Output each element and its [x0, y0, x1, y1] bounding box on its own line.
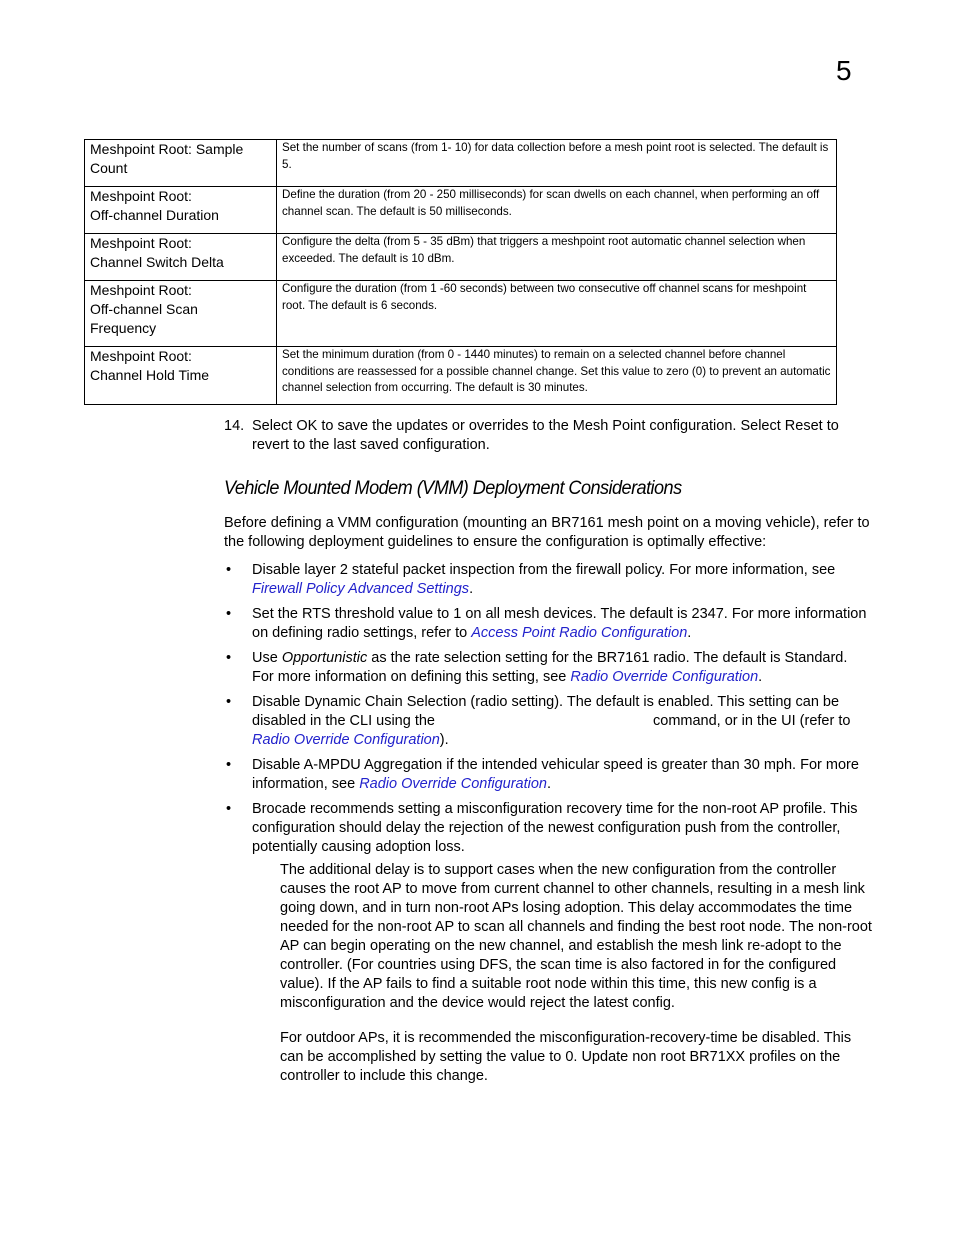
name-line: Meshpoint Root: Sample	[90, 141, 244, 157]
name-line: Frequency	[90, 320, 157, 336]
list-item	[224, 756, 872, 794]
chapter-number: 5	[836, 55, 852, 86]
name-line: Off-channel Duration	[90, 207, 219, 223]
bullet-glyph: •	[226, 757, 232, 773]
table-row	[85, 347, 837, 405]
bullet-text: .	[758, 669, 763, 685]
parameter-table	[84, 139, 837, 405]
name-line: Off-channel Scan	[90, 301, 198, 317]
radio-override-link[interactable]: Radio Override Configuration	[570, 669, 759, 685]
name-line: Meshpoint Root:	[90, 282, 192, 298]
parameter-name	[85, 347, 277, 405]
parameter-name	[85, 187, 277, 234]
emphasis-text: Opportunistic	[281, 650, 368, 666]
firewall-policy-link[interactable]: Firewall Policy Advanced Settings	[252, 581, 470, 597]
list-item	[224, 561, 872, 599]
bullet-text: .	[469, 581, 474, 597]
bullet-text: .	[547, 776, 552, 792]
intro-paragraph: Before defining a VMM configuration (mounting an BR7161 mesh point on a moving vehicle), refer to the following deployment guidelines to ensure the configuration is optimally effective:	[224, 515, 870, 550]
ok-label: OK	[296, 418, 318, 434]
step-14	[224, 417, 864, 455]
section-heading: Vehicle Mounted Modem (VMM) Deployment Considerations	[224, 477, 682, 499]
bullet-glyph: •	[226, 650, 232, 666]
table-row	[85, 281, 837, 347]
bullet-text: Use	[252, 650, 282, 666]
parameter-description: Set the minimum duration (from 0 - 1440 minutes) to remain on a selected channel before channel conditions are reassessed for a possible channel change. Set this value to zero (0) to prevent an automatic channel selection from occurring. The default is 30 minutes.	[277, 347, 837, 405]
bullet-glyph: •	[226, 694, 232, 710]
step-text-part: to save the updates or overrides to the Mesh Point configuration. Select	[317, 418, 785, 434]
reset-label: Reset	[784, 418, 823, 434]
name-line: Channel Hold Time	[90, 367, 210, 383]
note-paragraph: The additional delay is to support cases when the new configuration from the controller causes the root AP to move from current channel to other channels, resulting in a mesh link going down, and in turn non-root APs losing adoption. This delay accommodates the time needed for the non-root AP to scan all channels and finding the best root node. The non-root AP can begin operating on the new channel, and establish the mesh link re-adopt to the controller. (For countries using DFS, the scan time is also factored in for the configured value). If the AP fails to find a suitable root node within this time, this new config is a misconfiguration and the device would reject the latest config.	[280, 862, 872, 1011]
bullet-text: .	[687, 625, 692, 641]
parameter-description: Configure the duration (from 1 -60 seconds) between two consecutive off channel scans for meshpoint root. The default is 6 seconds.	[277, 281, 837, 347]
bullet-text: as the rate selection setting for the BR7161 radio. The default is Standard. For more information on defining this setting, see	[252, 650, 848, 685]
step-text-part: Select	[252, 418, 297, 434]
radio-override-link[interactable]: Radio Override Configuration	[252, 732, 440, 748]
bullet-text: Brocade recommends setting a misconfiguration recovery time for the non-root AP profile. This configuration should delay the rejection of the newest configuration push from the controller, potentially causing adoption loss.	[252, 801, 858, 855]
parameter-description: Define the duration (from 20 - 250 milliseconds) for scan dwells on each channel, when performing an off channel scan. The default is 50 milliseconds.	[277, 187, 837, 234]
list-item	[224, 649, 872, 687]
bullet-text: ).	[439, 732, 449, 748]
table-row	[85, 140, 837, 187]
parameter-name	[85, 140, 277, 187]
parameter-name	[85, 234, 277, 281]
step-text-part: to revert to the last saved configuration.	[252, 418, 839, 453]
bullet-text: Disable Dynamic Chain Selection (radio setting). The default is enabled. This setting can be disabled in the CLI using the	[252, 694, 840, 729]
bullet-text: Disable layer 2 stateful packet inspection from the firewall policy. For more information, see	[252, 562, 836, 578]
note-paragraph: For outdoor APs, it is recommended the misconfiguration-recovery-time be disabled. This can be accomplished by setting the value to 0. Update non root BR71XX profiles on the controller to include this change.	[280, 1030, 852, 1084]
name-line: Channel Switch Delta	[90, 254, 224, 270]
guideline-list	[224, 561, 872, 863]
bullet-text: Disable A-MPDU Aggregation if the intended vehicular speed is greater than 30 mph. For more information, see	[252, 757, 859, 792]
table-row	[85, 187, 837, 234]
list-item	[224, 800, 872, 857]
radio-override-link[interactable]: Radio Override Configuration	[359, 776, 547, 792]
list-item	[224, 605, 872, 643]
bullet-glyph: •	[226, 801, 232, 817]
parameter-name	[85, 281, 277, 347]
name-line: Meshpoint Root:	[90, 348, 192, 364]
step-number: 14.	[224, 418, 245, 434]
bullet-glyph: •	[226, 606, 232, 622]
parameter-description: Set the number of scans (from 1- 10) for data collection before a mesh point root is selected. The default is 5.	[277, 140, 837, 187]
bullet-glyph: •	[226, 562, 232, 578]
parameter-description: Configure the delta (from 5 - 35 dBm) that triggers a meshpoint root automatic channel selection when exceeded. The default is 10 dBm.	[277, 234, 837, 281]
ap-radio-config-link[interactable]: Access Point Radio Configuration	[471, 625, 688, 641]
list-item	[224, 693, 872, 750]
table-row	[85, 234, 837, 281]
bullet-text: command, or in the UI (refer to	[653, 713, 851, 729]
name-line: Count	[90, 160, 128, 176]
name-line: Meshpoint Root:	[90, 235, 192, 251]
step-text	[252, 417, 864, 455]
bullet-text: Set the RTS threshold value to 1 on all mesh devices. The default is 2347. For more information on defining radio settings, refer to	[252, 606, 867, 641]
name-line: Meshpoint Root:	[90, 188, 192, 204]
